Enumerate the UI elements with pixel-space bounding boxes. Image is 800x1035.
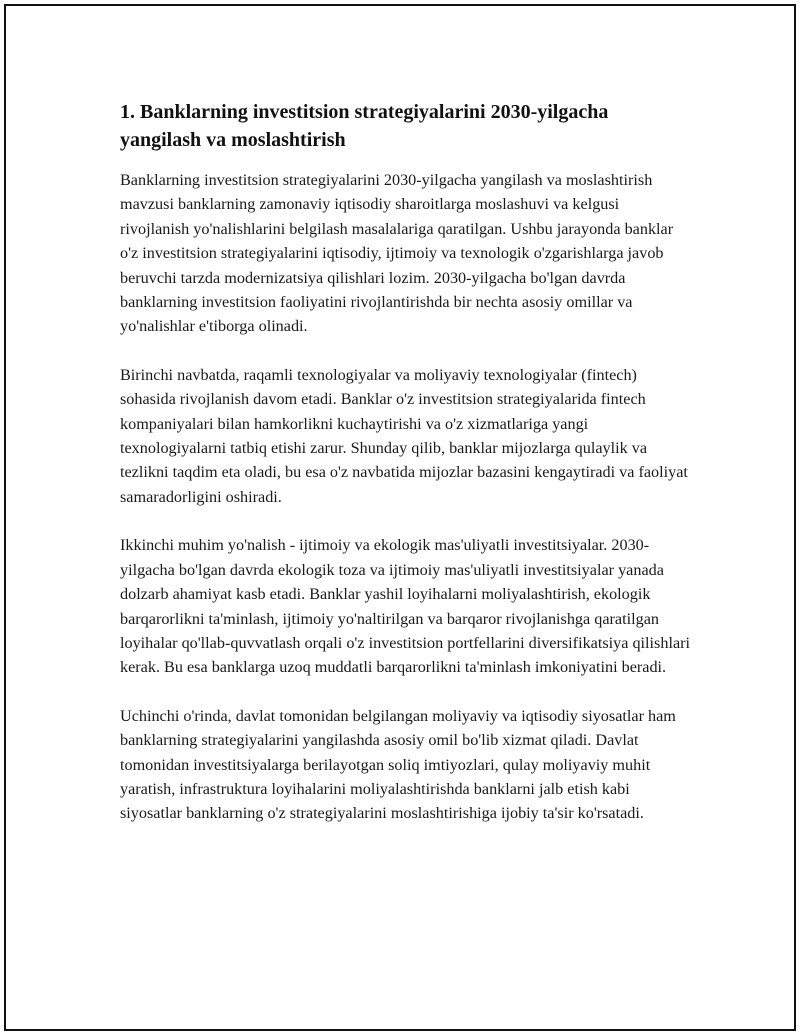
- document-title: 1. Banklarning investitsion strategiyalarini 2030-yilgacha yangilash va moslashtirish: [120, 101, 609, 151]
- paragraph-4: Uchinchi o'rinda, davlat tomonidan belgilangan moliyaviy va iqtisodiy siyosatlar ham banklarning strategiyalarini yangilashda asosiy omil bo'lib xizmat qiladi. Davlat tomonidan investitsiyalarga berilayotgan soliq imtiyozlari, qulay moliyaviy muhit yaratish, infrastruktura loyihalarini moliyalashtirishda banklarni jalb etish kabi siyosatlar banklarning o'z strategiyalarini moslashtirishiga ijobiy ta'sir ko'rsatadi.: [120, 706, 676, 823]
- document-body: [120, 98, 692, 850]
- paragraph-2: Birinchi navbatda, raqamli texnologiyalar va moliyaviy texnologiyalar (fintech) sohasida rivojlanish davom etadi. Banklar o'z investitsion strategiyalarida fintech kompaniyalari bilan hamkorlikni kuchaytirishi va o'z xizmatlariga yangi texnologiyalarni tatbiq etishi zarur. Shunday qilib, banklar mijozlarga qulaylik va tezlikni taqdim eta oladi, bu esa o'z navbatida mijozlar bazasini kengaytiradi va faoliyat samaradorligini oshiradi.: [120, 365, 688, 506]
- paragraph-1: Banklarning investitsion strategiyalarini 2030-yilgacha yangilash va moslashtirish mavzusi banklarning zamonaviy iqtisodiy sharoitlarga moslashuvi va kelgusi rivojlanish yo'nalishlarini belgilash masalalariga qaratilgan. Ushbu jarayonda banklar o'z investitsion strategiyalarini iqtisodiy, ijtimoiy va texnologik o'zgarishlarga javob beruvchi tarzda modernizatsiya qilishlari lozim. 2030-yilgacha bo'lgan davrda banklarning investitsion faoliyatini rivojlantirishda bir nechta asosiy omillar va yo'nalishlar e'tiborga olinadi.: [120, 171, 674, 336]
- page-frame: [4, 4, 796, 1031]
- paragraph-3: Ikkinchi muhim yo'nalish - ijtimoiy va ekologik mas'uliyatli investitsiyalar. 2030-yilgacha bo'lgan davrda ekologik toza va ijtimoiy mas'uliyatli investitsiyalar yanada dolzarb ahamiyat kasb etadi. Banklar yashil loyihalarni moliyalashtirish, ekologik barqarorlikni ta'minlash, ijtimoiy yo'naltirilgan va barqaror rivojlanishga qaratilgan loyihalar qo'llab-quvvatlash orqali o'z investitsion portfellarini diversifikatsiya qilishlari kerak. Bu esa banklarga uzoq muddatli barqarorlikni ta'minlash imkoniyatini beradi.: [120, 536, 691, 677]
